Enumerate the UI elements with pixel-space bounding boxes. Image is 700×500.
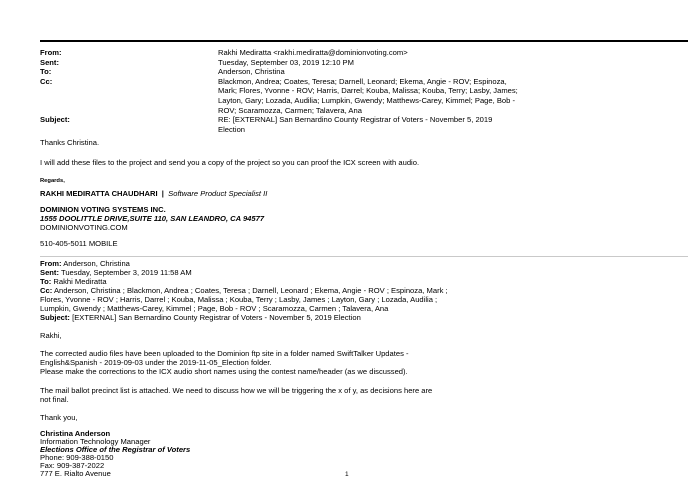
reply-signature-line [40, 189, 267, 199]
orig-from-value: Anderson, Christina [63, 259, 130, 268]
reply-sig-title: Software Product Specialist II [168, 189, 268, 198]
cc-line: Layton, Gary; Lozada, Audilia; Lumpkin, Gwendy; Matthews-Carey, Kimmel; Page, Bob - [218, 95, 515, 105]
orig-greeting: Rakhi, [40, 331, 62, 340]
header-rule [40, 40, 688, 42]
sent-label: Sent: [40, 57, 59, 67]
page-number: 1 [345, 471, 349, 478]
orig-para-line: The mail ballot precinct list is attached. We need to discuss how we will be triggering the x of y, as decisions here are [40, 386, 433, 395]
to-value: Anderson, Christina [218, 67, 285, 77]
orig-subject-label: Subject: [40, 313, 70, 322]
reply-address: 1555 DOOLITTLE DRIVE,SUITE 110, SAN LEANDRO, CA 94577 [40, 214, 265, 223]
reply-sig-name: RAKHI MEDIRATTA CHAUDHARI [40, 189, 158, 198]
reply-sig-separator: | [161, 189, 164, 198]
orig-cc-line: Flores, Yvonne - ROV ; Harris, Darrel ; Kouba, Malissa ; Kouba, Terry ; Lasby, James ; Layton, Gary ; Lozada, Audilia ; [40, 295, 438, 304]
orig-cc-line: Lumpkin, Gwendy ; Matthews-Carey, Kimmel ; Page, Bob - ROV ; Scaramozza, Carmen ; Talavera, Ana [40, 304, 389, 313]
orig-sent-value: Tuesday, September 3, 2019 11:58 AM [60, 268, 192, 277]
orig-closing: Thank you, [40, 413, 78, 422]
cc-row [40, 77, 690, 115]
orig-subject-value: [EXTERNAL] San Bernardino County Registrar of Voters - November 5, 2019 Election [72, 313, 361, 322]
cc-label: Cc: [40, 76, 53, 86]
reply-company: DOMINION VOTING SYSTEMS INC. [40, 205, 166, 214]
reply-greeting: Thanks Christina. [40, 138, 100, 147]
subject-row [40, 115, 690, 134]
orig-para-line: Please make the corrections to the ICX audio short names using the contest name/header (as we discussed). [40, 367, 408, 376]
orig-sig-fax: Fax: 909-387-2022 [40, 461, 105, 470]
subject-line: RE: [EXTERNAL] San Bernardino County Registrar of Voters - November 5, 2019 [218, 115, 493, 125]
sent-row [40, 58, 690, 68]
cc-line: Blackmon, Andrea; Coates, Teresa; Darnell, Leonard; Ekema, Angie - ROV; Espinoza, [218, 76, 507, 86]
subject-label: Subject: [40, 115, 70, 125]
reply-line: I will add these files to the project and send you a copy of the project so you can proof the ICX screen with audio. [40, 158, 420, 167]
subject-line: Election [218, 124, 246, 134]
sent-value: Tuesday, September 03, 2019 12:10 PM [218, 57, 354, 67]
from-row [40, 48, 690, 58]
orig-cc-line: Anderson, Christina ; Blackmon, Andrea ; Coates, Teresa ; Darnell, Leonard ; Ekema, Angie - ROV ; Espinoza, Mark ; [53, 286, 448, 295]
orig-para-line: not final. [40, 395, 69, 404]
to-row [40, 67, 690, 77]
message-separator [40, 256, 688, 257]
orig-to-value: Rakhi Mediratta [53, 277, 107, 286]
subject-value [218, 115, 658, 134]
orig-sig-address: 777 E. Rialto Avenue [40, 469, 111, 478]
orig-subject-row [40, 313, 361, 323]
from-value: Rakhi Mediratta <rakhi.mediratta@dominionvoting.com> [218, 48, 408, 57]
reply-email-header [40, 48, 690, 134]
reply-regards: Regards, [40, 178, 65, 184]
orig-sig-phone: Phone: 909-388-0150 [40, 453, 114, 462]
cc-line: Mark; Flores, Yvonne - ROV; Harris, Darrel; Kouba, Malissa; Kouba, Terry; Lasby, James; [218, 86, 518, 96]
orig-cc-label: Cc: [40, 286, 53, 295]
orig-sent-label: Sent: [40, 268, 59, 277]
cc-line: ROV; Scaramozza, Carmen; Talavera, Ana [218, 105, 362, 115]
cc-value [218, 77, 658, 115]
reply-phone: 510-405-5011 MOBILE [40, 239, 118, 248]
orig-para-line: English&Spanish - 2019-09-03 under the 2019-11-05_Election folder. [40, 358, 272, 367]
from-label: From: [40, 48, 62, 57]
orig-to-label: To: [40, 277, 52, 286]
to-label: To: [40, 67, 52, 77]
orig-sig-office: Elections Office of the Registrar of Voters [40, 445, 191, 454]
orig-sig-title: Information Technology Manager [40, 437, 151, 446]
orig-para-line: The corrected audio files have been uploaded to the Dominion ftp site in a folder named SwiftTalker Updates - [40, 349, 409, 358]
orig-from-label: From: [40, 259, 62, 268]
reply-website: DOMINIONVOTING.COM [40, 223, 128, 232]
orig-sig-name: Christina Anderson [40, 429, 111, 438]
